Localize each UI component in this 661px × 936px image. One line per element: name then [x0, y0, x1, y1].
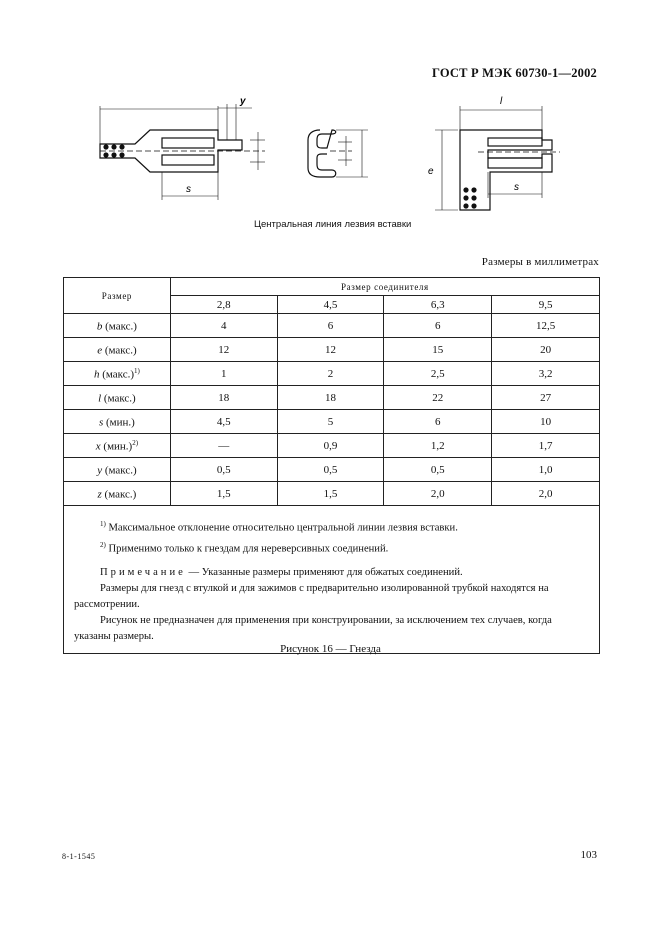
row-label: b (макс.) — [64, 314, 171, 338]
note-line: Рисунок не предназначен для применения при конструировании, за исключением тех случаев, когда указаны размеры. — [74, 615, 552, 643]
page-number: 103 — [580, 849, 597, 861]
table-cell: 6 — [384, 410, 492, 434]
table-cell: 1,5 — [170, 482, 277, 506]
figure-caption: Рисунок 16 — Гнезда — [280, 643, 381, 655]
label-s-right: s — [514, 182, 519, 193]
table-cell: 1,7 — [492, 434, 600, 458]
size-header: Размер — [64, 278, 171, 314]
table-cell: 0,5 — [277, 458, 384, 482]
table-cell: 2,0 — [384, 482, 492, 506]
socket-end-view — [308, 130, 368, 177]
column-header: 6,3 — [384, 296, 492, 314]
table-cell: 2,0 — [492, 482, 600, 506]
footnote: $^{2)}$ Применимо только к гнездам для нереверсивных соединений. — [100, 540, 389, 555]
notes-cell — [64, 506, 600, 654]
dimensions-note: Размеры в миллиметрах — [481, 256, 599, 268]
footer-code: 8-1-1545 — [62, 852, 96, 861]
label-e: e — [428, 166, 434, 177]
row-label: e (макс.) — [64, 338, 171, 362]
table-cell: 4,5 — [170, 410, 277, 434]
dimensions-table — [63, 277, 600, 654]
footnote: $^{1)}$ Максимальное отклонение относительно центральной линии лезвия вставки. — [100, 520, 458, 534]
table-cell: 1,0 — [492, 458, 600, 482]
table-cell: 10 — [492, 410, 600, 434]
table-cell: 2,5 — [384, 362, 492, 386]
column-header: 9,5 — [492, 296, 600, 314]
row-label: s (мин.) — [64, 410, 171, 434]
row-label: l (макс.) — [64, 386, 171, 410]
table-row — [64, 482, 600, 506]
table-row — [64, 410, 600, 434]
table-cell: 1 — [170, 362, 277, 386]
column-header: 2,8 — [170, 296, 277, 314]
row-label: y (макс.) — [64, 458, 171, 482]
socket-top-view — [435, 106, 560, 210]
table-row — [64, 434, 600, 458]
table-cell: — — [170, 434, 277, 458]
note-line: Размеры для гнезд с втулкой и для зажимов с предварительно изолированной трубкой находятся на рассмотрении. — [74, 583, 549, 611]
table-cell: 0,5 — [384, 458, 492, 482]
table-cell: 6 — [384, 314, 492, 338]
socket-side-view — [100, 104, 265, 200]
table-cell: 3,2 — [492, 362, 600, 386]
table-cell: 27 — [492, 386, 600, 410]
table-cell: 15 — [384, 338, 492, 362]
table-cell: 12 — [170, 338, 277, 362]
table-row — [64, 338, 600, 362]
row-label: z (макс.) — [64, 482, 171, 506]
table-cell: 18 — [277, 386, 384, 410]
document-header: ГОСТ Р МЭК 60730-1—2002 — [432, 66, 597, 80]
row-label: h (макс.)$^{1)}$ — [64, 362, 171, 386]
centerline-caption: Центральная линия лезвия вставки — [254, 219, 412, 230]
notes-row — [64, 506, 600, 654]
note: Примечание — Указанные размеры применяют для обжатых соединений. — [100, 567, 463, 579]
table-cell: 1,5 — [277, 482, 384, 506]
label-s-left: s — [186, 184, 191, 195]
table-cell: 5 — [277, 410, 384, 434]
label-y: y — [240, 96, 246, 107]
row-label: x $(мин.)^{2)}$ — [64, 434, 171, 458]
table-cell: 6 — [277, 314, 384, 338]
socket-drawings — [90, 92, 610, 217]
table-cell: 12,5 — [492, 314, 600, 338]
column-header: 4,5 — [277, 296, 384, 314]
table-row — [64, 362, 600, 386]
table-cell: 22 — [384, 386, 492, 410]
table-cell: 4 — [170, 314, 277, 338]
connector-size-header: Размер соединителя — [170, 278, 599, 296]
table-cell: 2 — [277, 362, 384, 386]
table-cell: 12 — [277, 338, 384, 362]
table-row — [64, 458, 600, 482]
table-cell: 0,9 — [277, 434, 384, 458]
table-cell: 20 — [492, 338, 600, 362]
table-cell: 1,2 — [384, 434, 492, 458]
table-row — [64, 314, 600, 338]
table-cell: 0,5 — [170, 458, 277, 482]
table-header-row — [64, 278, 600, 296]
table-row — [64, 386, 600, 410]
table-cell: 18 — [170, 386, 277, 410]
label-l: l — [500, 96, 503, 107]
